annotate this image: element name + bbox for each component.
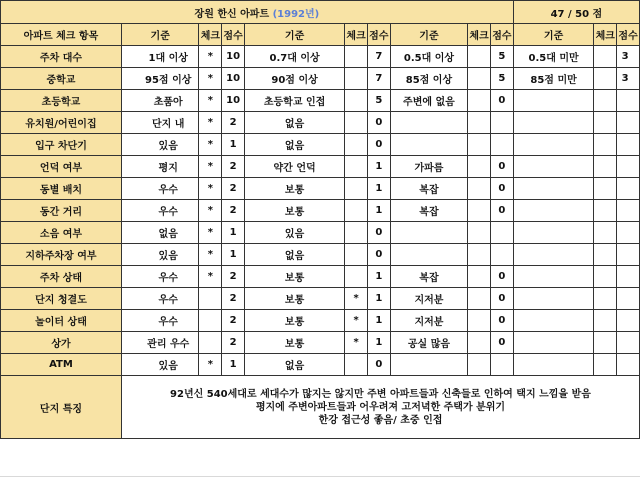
check-cell[interactable] bbox=[468, 266, 491, 288]
criteria-cell[interactable]: 보통 bbox=[244, 288, 344, 310]
check-cell[interactable] bbox=[594, 134, 617, 156]
criteria-cell[interactable]: 없음 bbox=[244, 354, 344, 376]
criteria-cell[interactable] bbox=[513, 288, 594, 310]
criteria-cell[interactable]: 가파름 bbox=[390, 156, 468, 178]
table-row bbox=[1, 112, 640, 134]
criteria-cell[interactable]: 있음 bbox=[121, 244, 199, 266]
points-cell[interactable] bbox=[617, 222, 640, 244]
check-cell[interactable] bbox=[345, 90, 368, 112]
total-score-cell[interactable]: 47 / 50 점 bbox=[513, 1, 639, 24]
feature-line-2: 평지에 주변아파트들과 어우려져 고저녁한 주택가 분위기 bbox=[255, 401, 506, 413]
check-cell[interactable] bbox=[594, 156, 617, 178]
criteria-cell[interactable]: 우수 bbox=[121, 200, 199, 222]
row-label-cell[interactable]: 소음 여부 bbox=[1, 222, 122, 244]
check-cell[interactable] bbox=[199, 288, 222, 310]
points-cell[interactable]: 10 bbox=[222, 90, 245, 112]
check-cell[interactable]: * bbox=[199, 134, 222, 156]
criteria-cell[interactable] bbox=[390, 222, 468, 244]
check-cell[interactable] bbox=[594, 310, 617, 332]
table-row bbox=[1, 288, 640, 310]
check-cell[interactable] bbox=[468, 134, 491, 156]
table-row bbox=[1, 354, 640, 376]
check-cell[interactable] bbox=[199, 332, 222, 354]
header-points-1[interactable]: 점수 bbox=[222, 24, 245, 46]
criteria-cell[interactable]: 있음 bbox=[244, 222, 344, 244]
check-cell[interactable]: * bbox=[199, 90, 222, 112]
check-cell[interactable] bbox=[594, 178, 617, 200]
points-cell[interactable] bbox=[617, 200, 640, 222]
points-cell[interactable]: 7 bbox=[367, 68, 390, 90]
points-cell[interactable]: 1 bbox=[367, 332, 390, 354]
check-cell[interactable] bbox=[468, 46, 491, 68]
check-cell[interactable] bbox=[345, 354, 368, 376]
points-cell[interactable]: 2 bbox=[222, 332, 245, 354]
check-cell[interactable]: * bbox=[199, 354, 222, 376]
criteria-cell[interactable]: 90점 이상 bbox=[244, 68, 344, 90]
table-row bbox=[1, 332, 640, 354]
criteria-cell[interactable]: 주변에 없음 bbox=[390, 90, 468, 112]
criteria-cell[interactable]: 있음 bbox=[121, 134, 199, 156]
check-cell[interactable] bbox=[594, 112, 617, 134]
check-cell[interactable] bbox=[594, 90, 617, 112]
criteria-cell[interactable]: 우수 bbox=[121, 310, 199, 332]
header-points-2[interactable]: 점수 bbox=[367, 24, 390, 46]
header-row bbox=[1, 24, 640, 46]
criteria-cell[interactable]: 평지 bbox=[121, 156, 199, 178]
row-label-cell[interactable]: 놀이터 상태 bbox=[1, 310, 122, 332]
feature-row bbox=[1, 376, 640, 439]
points-cell[interactable] bbox=[617, 244, 640, 266]
check-cell[interactable] bbox=[468, 354, 491, 376]
points-cell[interactable]: 0 bbox=[490, 156, 513, 178]
row-label-cell[interactable]: 유치원/어린이집 bbox=[1, 112, 122, 134]
points-cell[interactable]: 2 bbox=[222, 178, 245, 200]
header-item[interactable]: 아파트 체크 항목 bbox=[1, 24, 122, 46]
points-cell[interactable] bbox=[617, 156, 640, 178]
points-cell[interactable]: 1 bbox=[222, 134, 245, 156]
table-row bbox=[1, 200, 640, 222]
check-cell[interactable] bbox=[594, 288, 617, 310]
row-label-cell[interactable]: 동별 배치 bbox=[1, 178, 122, 200]
table-row bbox=[1, 222, 640, 244]
criteria-cell[interactable]: 우수 bbox=[121, 178, 199, 200]
points-cell[interactable] bbox=[490, 112, 513, 134]
check-cell[interactable] bbox=[468, 90, 491, 112]
row-label-cell[interactable]: 상가 bbox=[1, 332, 122, 354]
points-cell[interactable] bbox=[617, 310, 640, 332]
criteria-cell[interactable]: 지저분 bbox=[390, 310, 468, 332]
points-cell[interactable]: 0 bbox=[367, 222, 390, 244]
points-cell[interactable]: 7 bbox=[367, 46, 390, 68]
criteria-cell[interactable]: 있음 bbox=[121, 354, 199, 376]
points-cell[interactable]: 0 bbox=[367, 134, 390, 156]
criteria-cell[interactable]: 없음 bbox=[244, 134, 344, 156]
check-cell[interactable] bbox=[594, 354, 617, 376]
points-cell[interactable]: 10 bbox=[222, 46, 245, 68]
criteria-cell[interactable] bbox=[513, 112, 594, 134]
check-cell[interactable] bbox=[594, 46, 617, 68]
table-row bbox=[1, 310, 640, 332]
criteria-cell[interactable]: 공실 많음 bbox=[390, 332, 468, 354]
table-row bbox=[1, 156, 640, 178]
apartment-name: 장원 한신 아파트 bbox=[194, 8, 270, 20]
points-cell[interactable]: 2 bbox=[222, 112, 245, 134]
criteria-cell[interactable]: 복잡 bbox=[390, 178, 468, 200]
criteria-cell[interactable]: 0.7대 이상 bbox=[244, 46, 344, 68]
points-cell[interactable]: 0 bbox=[490, 90, 513, 112]
row-label-cell[interactable]: 동간 거리 bbox=[1, 200, 122, 222]
criteria-cell[interactable] bbox=[513, 332, 594, 354]
points-cell[interactable]: 3 bbox=[617, 68, 640, 90]
criteria-cell[interactable]: 보통 bbox=[244, 200, 344, 222]
points-cell[interactable] bbox=[617, 288, 640, 310]
check-cell[interactable] bbox=[345, 200, 368, 222]
criteria-cell[interactable] bbox=[513, 134, 594, 156]
points-cell[interactable]: 0 bbox=[490, 332, 513, 354]
row-label-cell[interactable]: 중학교 bbox=[1, 68, 122, 90]
apartment-title-cell[interactable] bbox=[1, 1, 514, 24]
empty-sheet-area[interactable] bbox=[0, 476, 640, 488]
check-cell[interactable] bbox=[468, 200, 491, 222]
header-criteria-2[interactable]: 기준 bbox=[244, 24, 344, 46]
criteria-cell[interactable]: 85점 이상 bbox=[390, 68, 468, 90]
points-cell[interactable] bbox=[617, 332, 640, 354]
row-label-cell[interactable]: 주차 대수 bbox=[1, 46, 122, 68]
check-cell[interactable]: * bbox=[199, 112, 222, 134]
check-cell[interactable] bbox=[468, 156, 491, 178]
points-cell[interactable] bbox=[490, 354, 513, 376]
row-label-cell[interactable]: 주차 상태 bbox=[1, 266, 122, 288]
table-row bbox=[1, 244, 640, 266]
header-points-4[interactable]: 점수 bbox=[617, 24, 640, 46]
table-row bbox=[1, 46, 640, 68]
check-cell[interactable] bbox=[345, 46, 368, 68]
check-cell[interactable] bbox=[468, 244, 491, 266]
points-cell[interactable]: 1 bbox=[367, 310, 390, 332]
criteria-cell[interactable] bbox=[390, 134, 468, 156]
criteria-cell[interactable]: 초품아 bbox=[121, 90, 199, 112]
header-check-1[interactable]: 체크 bbox=[199, 24, 222, 46]
check-cell[interactable] bbox=[468, 178, 491, 200]
table-row bbox=[1, 134, 640, 156]
points-cell[interactable]: 0 bbox=[367, 244, 390, 266]
points-cell[interactable]: 1 bbox=[222, 222, 245, 244]
feature-line-1: 92년신 540세대로 세대수가 많지는 않지만 주변 아파트들과 신축들로 인하여 택지 느낌을 받음 bbox=[170, 388, 591, 400]
row-label-cell[interactable]: 단지 청결도 bbox=[1, 288, 122, 310]
check-cell[interactable] bbox=[594, 266, 617, 288]
check-cell[interactable] bbox=[468, 112, 491, 134]
points-cell[interactable] bbox=[617, 266, 640, 288]
criteria-cell[interactable]: 우수 bbox=[121, 288, 199, 310]
feature-description-cell[interactable] bbox=[121, 376, 639, 439]
header-check-2[interactable]: 체크 bbox=[345, 24, 368, 46]
check-cell[interactable]: * bbox=[199, 156, 222, 178]
header-points-3[interactable]: 점수 bbox=[490, 24, 513, 46]
points-cell[interactable]: 5 bbox=[490, 46, 513, 68]
criteria-cell[interactable] bbox=[513, 90, 594, 112]
criteria-cell[interactable]: 보통 bbox=[244, 266, 344, 288]
criteria-cell[interactable]: 복잡 bbox=[390, 200, 468, 222]
row-label-cell[interactable]: 지하주차장 여부 bbox=[1, 244, 122, 266]
points-cell[interactable] bbox=[490, 134, 513, 156]
check-cell[interactable] bbox=[594, 332, 617, 354]
points-cell[interactable]: 1 bbox=[367, 156, 390, 178]
check-cell[interactable]: * bbox=[199, 222, 222, 244]
criteria-cell[interactable] bbox=[390, 354, 468, 376]
header-check-3[interactable]: 체크 bbox=[468, 24, 491, 46]
check-cell[interactable] bbox=[468, 332, 491, 354]
points-cell[interactable]: 5 bbox=[367, 90, 390, 112]
points-cell[interactable]: 10 bbox=[222, 68, 245, 90]
row-label-cell[interactable]: 초등학교 bbox=[1, 90, 122, 112]
checklist-rows bbox=[1, 46, 640, 376]
check-cell[interactable]: * bbox=[199, 244, 222, 266]
criteria-cell[interactable] bbox=[390, 244, 468, 266]
criteria-cell[interactable]: 지저분 bbox=[390, 288, 468, 310]
table-row bbox=[1, 68, 640, 90]
criteria-cell[interactable] bbox=[513, 310, 594, 332]
apartment-year: (1992년) bbox=[272, 8, 320, 20]
title-row bbox=[1, 1, 640, 24]
check-cell[interactable] bbox=[345, 156, 368, 178]
criteria-cell[interactable]: 관리 우수 bbox=[121, 332, 199, 354]
points-cell[interactable]: 2 bbox=[222, 200, 245, 222]
points-cell[interactable]: 2 bbox=[222, 266, 245, 288]
check-cell[interactable]: * bbox=[345, 310, 368, 332]
criteria-cell[interactable]: 초등학교 인접 bbox=[244, 90, 344, 112]
points-cell[interactable]: 0 bbox=[367, 112, 390, 134]
check-cell[interactable]: * bbox=[199, 200, 222, 222]
criteria-cell[interactable] bbox=[513, 354, 594, 376]
criteria-cell[interactable]: 보통 bbox=[244, 310, 344, 332]
table-row bbox=[1, 266, 640, 288]
table-row bbox=[1, 90, 640, 112]
criteria-cell[interactable]: 없음 bbox=[244, 112, 344, 134]
row-label-cell[interactable]: 언덕 여부 bbox=[1, 156, 122, 178]
header-check-4[interactable]: 체크 bbox=[594, 24, 617, 46]
feature-line-3: 한강 접근성 좋음/ 초중 인접 bbox=[318, 414, 443, 426]
points-cell[interactable]: 1 bbox=[222, 354, 245, 376]
check-cell[interactable]: * bbox=[199, 178, 222, 200]
criteria-cell[interactable] bbox=[513, 178, 594, 200]
points-cell[interactable]: 3 bbox=[617, 46, 640, 68]
criteria-cell[interactable]: 우수 bbox=[121, 266, 199, 288]
check-cell[interactable] bbox=[594, 200, 617, 222]
header-criteria-1[interactable]: 기준 bbox=[121, 24, 199, 46]
check-cell[interactable] bbox=[345, 222, 368, 244]
points-cell[interactable] bbox=[490, 244, 513, 266]
criteria-cell[interactable] bbox=[513, 244, 594, 266]
points-cell[interactable]: 0 bbox=[490, 266, 513, 288]
row-label-cell[interactable]: 입구 차단기 bbox=[1, 134, 122, 156]
criteria-cell[interactable]: 단지 내 bbox=[121, 112, 199, 134]
check-cell[interactable]: * bbox=[345, 288, 368, 310]
check-cell[interactable] bbox=[345, 266, 368, 288]
check-cell[interactable] bbox=[345, 178, 368, 200]
criteria-cell[interactable] bbox=[513, 200, 594, 222]
points-cell[interactable]: 0 bbox=[490, 178, 513, 200]
check-cell[interactable] bbox=[468, 68, 491, 90]
header-criteria-4[interactable]: 기준 bbox=[513, 24, 594, 46]
check-cell[interactable]: * bbox=[199, 46, 222, 68]
points-cell[interactable]: 0 bbox=[490, 288, 513, 310]
points-cell[interactable]: 0 bbox=[490, 310, 513, 332]
points-cell[interactable]: 5 bbox=[490, 68, 513, 90]
points-cell[interactable]: 1 bbox=[367, 200, 390, 222]
check-cell[interactable]: * bbox=[199, 266, 222, 288]
points-cell[interactable] bbox=[490, 222, 513, 244]
criteria-cell[interactable]: 0.5대 미만 bbox=[513, 46, 594, 68]
points-cell[interactable]: 1 bbox=[222, 244, 245, 266]
criteria-cell[interactable] bbox=[513, 222, 594, 244]
check-cell[interactable] bbox=[345, 244, 368, 266]
criteria-cell[interactable]: 복잡 bbox=[390, 266, 468, 288]
check-cell[interactable] bbox=[468, 310, 491, 332]
row-label-cell[interactable]: ATM bbox=[1, 354, 122, 376]
check-cell[interactable] bbox=[468, 222, 491, 244]
header-criteria-3[interactable]: 기준 bbox=[390, 24, 468, 46]
criteria-cell[interactable] bbox=[513, 156, 594, 178]
criteria-cell[interactable]: 없음 bbox=[121, 222, 199, 244]
check-cell[interactable]: * bbox=[345, 332, 368, 354]
points-cell[interactable]: 2 bbox=[222, 288, 245, 310]
points-cell[interactable] bbox=[617, 354, 640, 376]
criteria-cell[interactable]: 1대 이상 bbox=[121, 46, 199, 68]
criteria-cell[interactable]: 보통 bbox=[244, 332, 344, 354]
points-cell[interactable]: 0 bbox=[367, 354, 390, 376]
points-cell[interactable]: 2 bbox=[222, 310, 245, 332]
feature-label-cell[interactable]: 단지 특징 bbox=[1, 376, 122, 439]
check-cell[interactable]: * bbox=[199, 68, 222, 90]
check-cell[interactable] bbox=[345, 112, 368, 134]
criteria-cell[interactable]: 0.5대 이상 bbox=[390, 46, 468, 68]
check-cell[interactable] bbox=[199, 310, 222, 332]
points-cell[interactable]: 1 bbox=[367, 266, 390, 288]
criteria-cell[interactable]: 보통 bbox=[244, 178, 344, 200]
check-cell[interactable] bbox=[345, 68, 368, 90]
criteria-cell[interactable] bbox=[390, 112, 468, 134]
criteria-cell[interactable]: 없음 bbox=[244, 244, 344, 266]
points-cell[interactable] bbox=[617, 134, 640, 156]
check-cell[interactable] bbox=[468, 288, 491, 310]
check-cell[interactable] bbox=[594, 244, 617, 266]
check-cell[interactable] bbox=[594, 68, 617, 90]
criteria-cell[interactable]: 85점 미만 bbox=[513, 68, 594, 90]
check-cell[interactable] bbox=[594, 222, 617, 244]
criteria-cell[interactable] bbox=[513, 266, 594, 288]
criteria-cell[interactable]: 95점 이상 bbox=[121, 68, 199, 90]
check-cell[interactable] bbox=[345, 134, 368, 156]
points-cell[interactable]: 2 bbox=[222, 156, 245, 178]
table-row bbox=[1, 178, 640, 200]
points-cell[interactable]: 1 bbox=[367, 288, 390, 310]
points-cell[interactable]: 0 bbox=[490, 200, 513, 222]
points-cell[interactable]: 1 bbox=[367, 178, 390, 200]
points-cell[interactable] bbox=[617, 112, 640, 134]
points-cell[interactable] bbox=[617, 178, 640, 200]
criteria-cell[interactable]: 약간 언덕 bbox=[244, 156, 344, 178]
points-cell[interactable] bbox=[617, 90, 640, 112]
